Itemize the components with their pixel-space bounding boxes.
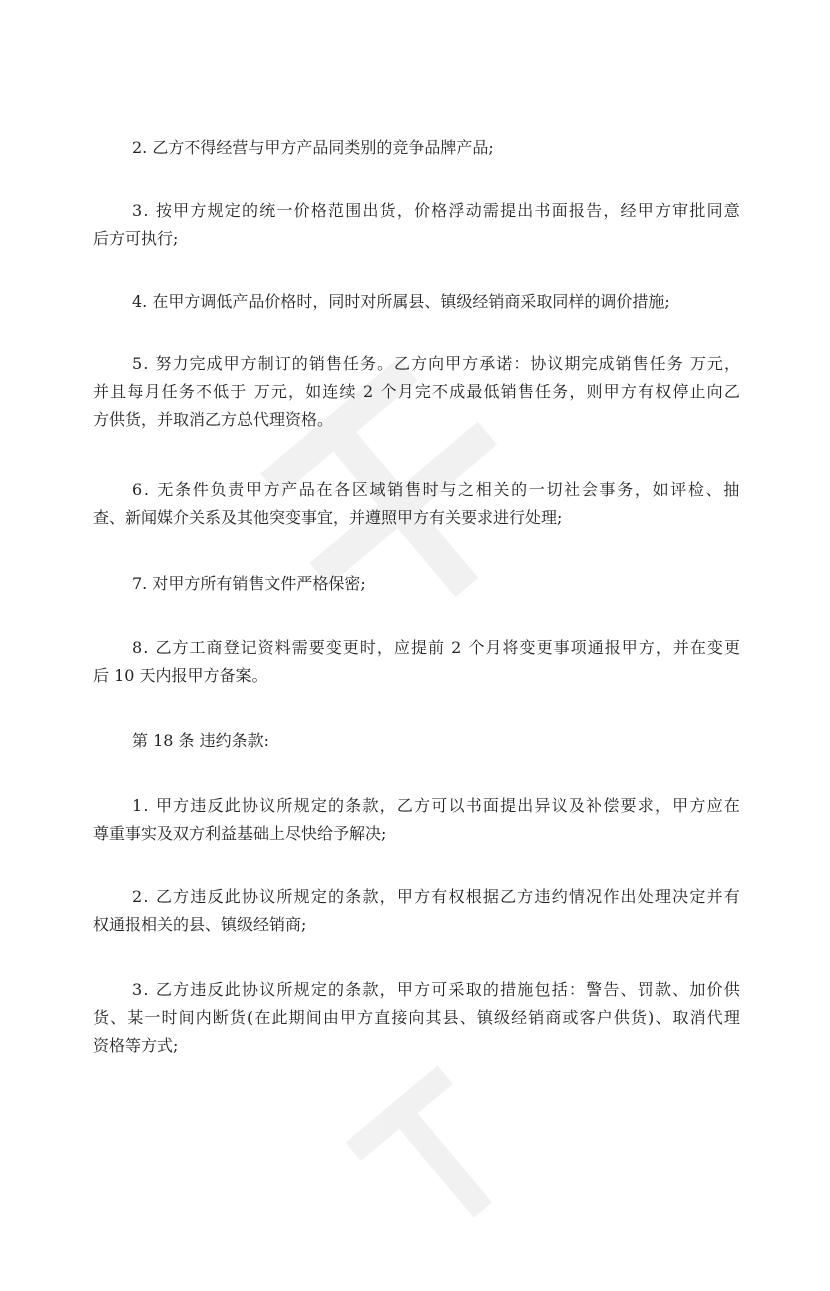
paragraph-line: 权通报相关的县、镇级经销商; (93, 915, 307, 934)
paragraph-line: 5. 努力完成甲方制订的销售任务。乙方向甲方承诺：协议期完成销售任务 万元， (132, 354, 741, 373)
paragraph-line: 8. 乙方工商登记资料需要变更时，应提前 2 个月将变更事项通报甲方，并在变更 (132, 638, 741, 657)
paragraph (93, 288, 743, 316)
paragraph (93, 476, 743, 532)
paragraph (93, 197, 743, 253)
paragraph-line: 4. 在甲方调低产品价格时，同时对所属县、镇级经销商采取同样的调价措施; (132, 292, 670, 311)
paragraph-line: 查、新闻媒介关系及其他突变事宜，并遵照甲方有关要求进行处理; (93, 508, 563, 527)
paragraph (93, 350, 743, 434)
paragraph (93, 976, 743, 1060)
paragraph (93, 727, 743, 755)
paragraph (93, 634, 743, 690)
paragraph-line: 货、某一时间内断货(在此期间由甲方直接向其县、镇级经销商或客户供货)、取消代理 (93, 1008, 741, 1027)
paragraph-line: 3. 按甲方规定的统一价格范围出货，价格浮动需提出书面报告，经甲方审批同意 (132, 201, 741, 220)
paragraph-line: 2. 乙方违反此协议所规定的条款，甲方有权根据乙方违约情况作出处理决定并有 (132, 887, 741, 906)
paragraph-line: 尊重事实及双方利益基础上尽快给予解决; (93, 824, 387, 843)
paragraph (93, 570, 743, 598)
paragraph-line: 7. 对甲方所有销售文件严格保密; (132, 574, 366, 593)
paragraph-line: 后方可执行; (93, 229, 179, 248)
paragraph-line: 资格等方式; (93, 1036, 179, 1055)
paragraph-line: 1. 甲方违反此协议所规定的条款，乙方可以书面提出异议及补偿要求，甲方应在 (132, 796, 741, 815)
paragraph-line: 3. 乙方违反此协议所规定的条款，甲方可采取的措施包括：警告、罚款、加价供 (132, 980, 741, 999)
paragraph-line: 第 18 条 违约条款: (132, 731, 270, 750)
paragraph-line: 并且每月任务不低于 万元，如连续 2 个月完不成最低销售任务，则甲方有权停止向乙 (93, 382, 741, 401)
paragraph-line: 方供货，并取消乙方总代理资格。 (93, 410, 334, 429)
paragraph (93, 134, 743, 162)
paragraph-line: 6. 无条件负责甲方产品在各区域销售时与之相关的一切社会事务，如评检、抽 (132, 480, 741, 499)
paragraph (93, 883, 743, 939)
paragraph-line: 2. 乙方不得经营与甲方产品同类别的竞争品牌产品; (132, 138, 494, 157)
paragraph-line: 后 10 天内报甲方备案。 (93, 666, 268, 685)
paragraph (93, 792, 743, 848)
